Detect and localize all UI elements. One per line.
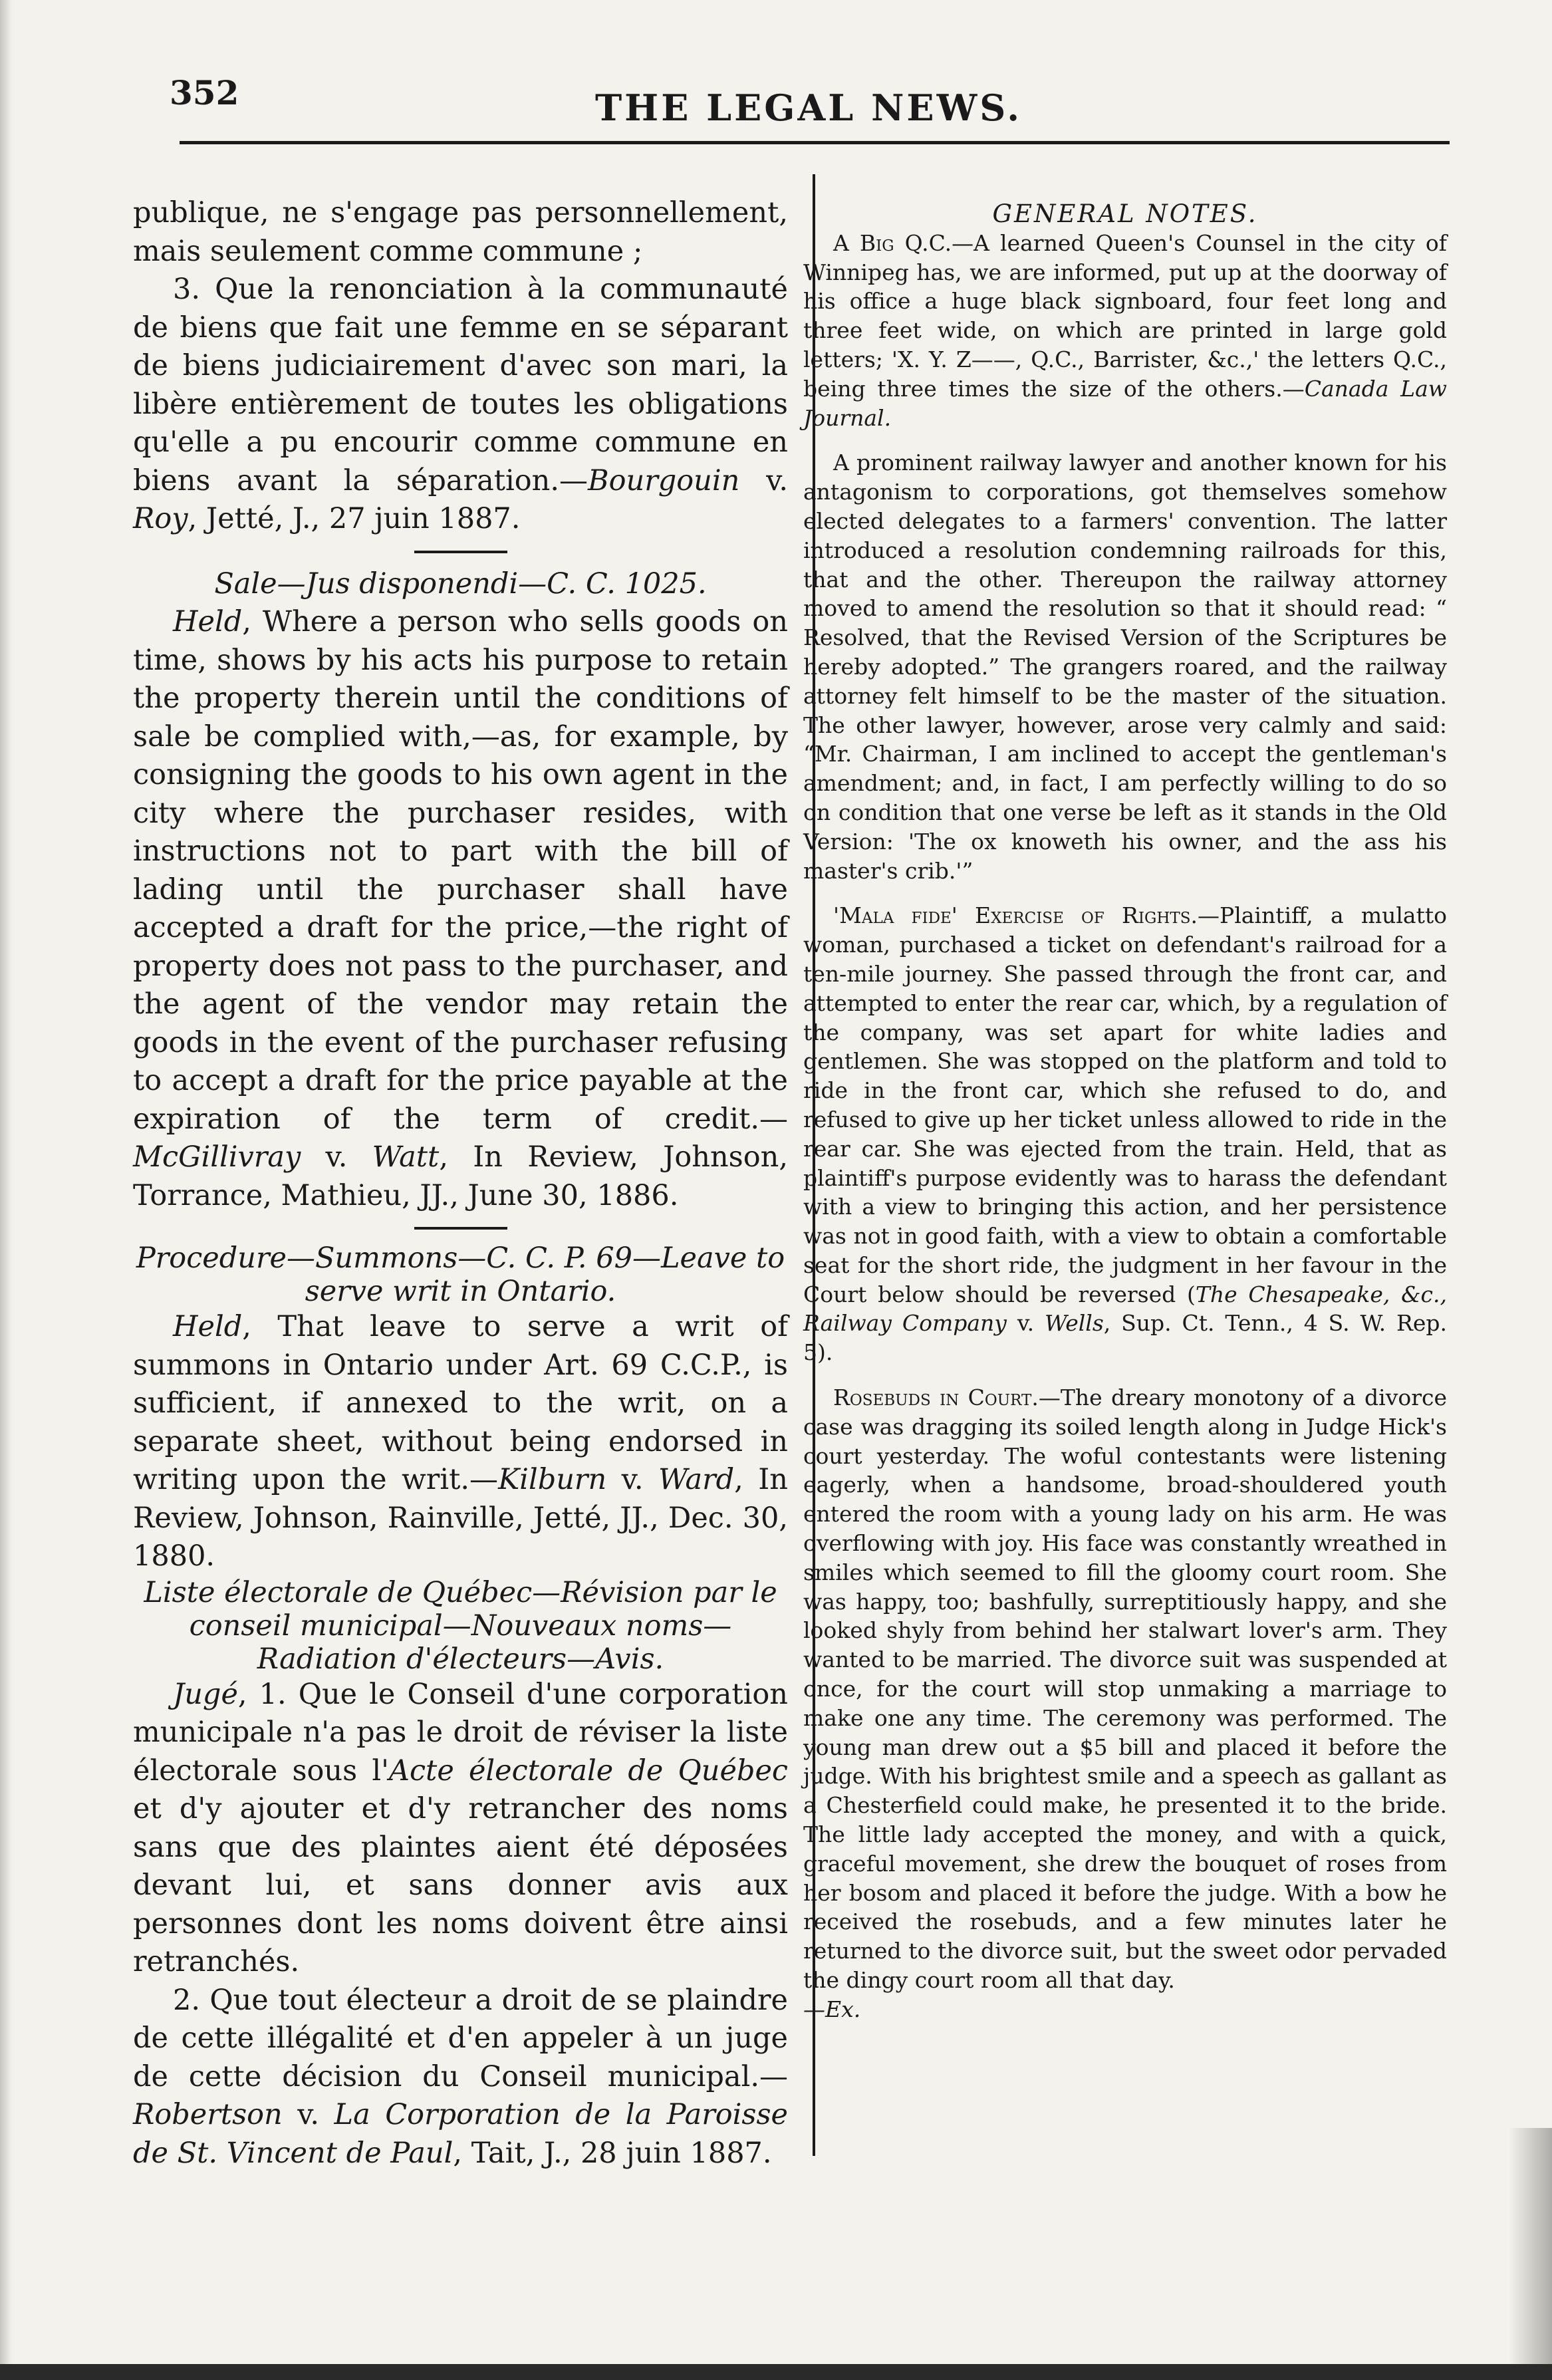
source-citation: Canada Law Journal. (803, 375, 1447, 431)
case-heading-sale: Sale—Jus disponendi—C. C. 1025. (214, 567, 707, 600)
note-railway-lawyer: A prominent railway lawyer and another known for his antagonism to corporations, got themselves somehow elected delegates to a farmers' convention. The latter introduced a resolution condemning railroads for this, that and the other. Thereupon the railway attorney moved to amend the resolution so that it should read: “ Resolved, that the Revised Version of the Scriptures be hereby adopted.” The grangers roared, and the railway attorney felt himself to be the master of the situation. The other lawyer, however, arose very calmly and said: “Mr. Chairman, I am inclined to accept the gentleman's amendment; and, in fact, I am perfectly willing to do so on condition that one verse be left as it stands in the Old Version: 'The ox knoweth his owner, and the ass his master's crib.'” (803, 450, 1447, 884)
page-header (170, 66, 1446, 140)
page-bottom-edge (0, 2364, 1552, 2380)
case-party: Wells (1044, 1310, 1104, 1337)
paragraph-procedure-held: Held, That leave to serve a writ of summons in Ontario under Art. 69 C.C.P., is sufficient, if annexed to the writ, on a separate sheet, without being endorsed in writing upon the writ.—Kilburn v. Ward, In Review, Johnson, Rainville, Jetté, JJ., Dec. 30, 1880. (133, 1310, 788, 1573)
right-column (803, 199, 1447, 2024)
note-mala-fide: 'Mala fide' Exercise of Rights.—Plaintiff, a mulatto woman, purchased a ticket on defendant's railroad for a ten-mile journey. She passed through the front car, and attempted to enter the rear car, which, by a regulation of the company, was set apart for white ladies and gentlemen. She was stopped on the platform and told to ride in the front car, which she refused to do, and refused to give up her ticket unless allowed to ride in the rear car. She was ejected from the train. Held, that as plaintiff's purpose evidently was to harass the defendant with a view to bringing this action, and her persistence was not in good faith, with a view to obtain a comfortable seat for the short ride, the judgment in her favour in the Court below should be reversed (The Chesapeake, &c., Railway Company v. Wells, Sup. Ct. Tenn., 4 S. W. Rep. 5). (803, 902, 1448, 1366)
general-notes-title: GENERAL NOTES. (992, 199, 1258, 228)
case-party: La Corporation de la Paroisse de St. Vincent de Paul (133, 2098, 788, 2170)
journal-title: THE LEGAL NEWS. (595, 86, 1023, 129)
case-party: Bourgouin (588, 463, 740, 497)
header-rule (180, 141, 1450, 144)
act-title: Acte électorale de Québec (388, 1754, 788, 1787)
case-party: McGillivray (133, 1140, 301, 1174)
page-edge-shadow (0, 0, 12, 2380)
case-heading-procedure: Procedure—Summons—C. C. P. 69—Leave to serve writ in Ontario. (136, 1242, 785, 1308)
paragraph-renonciation: 3. Que la renonciation à la communauté de biens que fait une femme en se séparant de biens judiciairement d'avec son mari, la libère entièrement de toutes les obligations qu'elle a pu encourir comme commune en biens avant la séparation.—Bourgouin v. Roy, Jetté, J., 27 juin 1887. (133, 273, 788, 535)
case-party: Ward (658, 1463, 735, 1496)
case-party: Kilburn (498, 1463, 607, 1496)
section-rule (414, 551, 507, 553)
case-party: The Chesapeake, &c., Railway Company (803, 1281, 1447, 1337)
case-party: Roy (133, 502, 188, 535)
case-party: Robertson (133, 2098, 283, 2131)
paragraph-electeur: 2. Que tout électeur a droit de se plaindre de cette illégalité et d'en appeler à un juge de cette décision du Conseil municipal.—Robertson v. La Corporation de la Paroisse de St. Vincent de Paul, Tait, J., 28 juin 1887. (133, 1983, 788, 2170)
paragraph-continuation: publique, ne s'engage pas personnellement, mais seulement comme commune ; (133, 196, 788, 268)
page-number: 352 (170, 73, 239, 112)
source-citation: —Ex. (803, 1996, 861, 2022)
paragraph-sale-held: Held, Where a person who sells goods on time, shows by his acts his purpose to retain the property therein until the conditions of sale be complied with,—as, for example, by consigning the goods to his own agent in the city where the purchaser resides, with instructions not to part with the bill of lading until the purchaser shall have accepted a draft for the price,—the right of property does not pass to the purchaser, and the agent of the vendor may retain the goods in the event of the purchaser refusing to accept a draft for the price payable at the expiration of the term of credit.—McGillivray v. Watt, In Review, Johnson, Torrance, Mathieu, JJ., June 30, 1886. (133, 605, 788, 1212)
paragraph-juge: Jugé, 1. Que le Conseil d'une corporation municipale n'a pas le droit de réviser la liste électorale sous l'Acte électorale de Québec et d'y ajouter et d'y retrancher des noms sans que des plaintes aient été déposées devant lui, et sans donner avis aux personnes dont les noms doivent être ainsi retranchés. (133, 1677, 788, 1978)
section-rule (414, 1227, 507, 1230)
case-party: Watt (372, 1140, 440, 1174)
case-heading-liste-electorale: Liste électorale de Québec—Révision par le conseil municipal—Nouveaux noms—Radiation d'électeurs—Avis. (144, 1575, 777, 1676)
page-corner-stain (1509, 2128, 1552, 2380)
left-column (133, 194, 788, 2173)
note-rosebuds: Rosebuds in Court.—The dreary monotony of a divorce case was dragging its soiled length along in Judge Hick's court yesterday. The woful contestants were listening eagerly, when a handsome, broad-shouldered youth entered the room with a young lady on his arm. He was overflowing with joy. His face was constantly wreathed in smiles which seemed to fill the gloomy court room. She was happy, too; bashfully, surreptitiously happy, and she looked shyly from behind her stalwart lover's arm. They wanted to be married. The divorce suit was suspended at once, for the court will stop unmaking a marriage to make one any time. The ceremony was performed. The young man drew out a $5 bill and placed it before the judge. With his brightest smile and a speech as gallant as a Chesterfield could make, he presented it to the bride. The little lady accepted the money, and with a quick, graceful movement, she drew the bouquet of roses from her bosom and placed it before the judge. With a bow he received the rosebuds, and a few minutes later he returned to the divorce suit, but the sweet odor pervaded the dingy court room all that day. (803, 1385, 1447, 1994)
note-big-qc: A Big Q.C.—A learned Queen's Counsel in the city of Winnipeg has, we are informed, put up at the doorway of his office a huge black signboard, four feet long and three feet wide, on which are printed in large gold letters; 'X. Y. Z——, Q.C., Barrister, &c.,' the letters Q.C., being three times the size of the others.—Canada Law Journal. (803, 229, 1448, 431)
